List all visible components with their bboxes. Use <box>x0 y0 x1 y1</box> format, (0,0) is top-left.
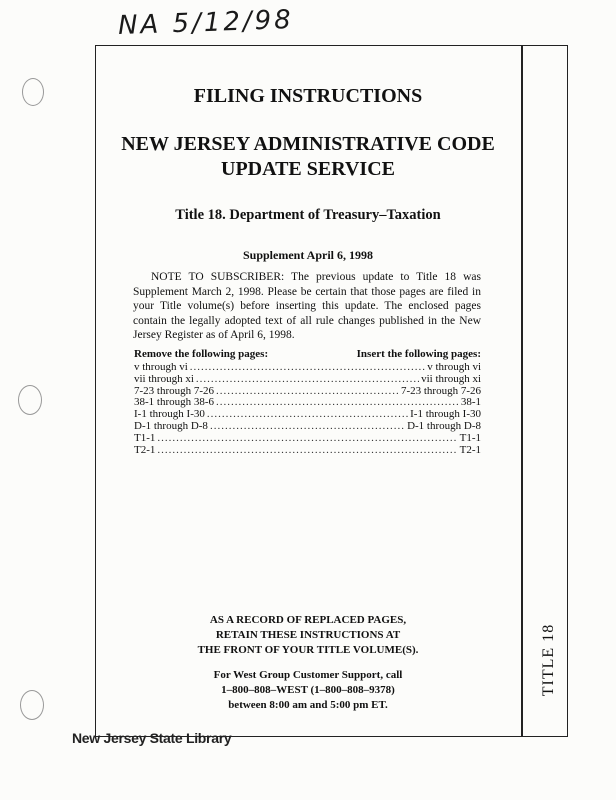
remove-pages: T1-1 <box>134 431 156 444</box>
remove-pages: vii through xi <box>134 372 194 385</box>
leader-dots <box>190 362 425 374</box>
insert-pages: T1-1 <box>459 431 481 444</box>
insert-pages-header: Insert the following pages: <box>356 348 481 360</box>
library-stamp: New Jersey State Library <box>72 730 232 746</box>
leader-dots <box>210 421 405 433</box>
record-line1: AS A RECORD OF REPLACED PAGES, <box>209 614 407 626</box>
remove-pages: 38-1 through 38-6 <box>134 396 215 409</box>
remove-pages-header: Remove the following pages: <box>134 348 269 360</box>
leader-dots <box>216 386 399 398</box>
insert-pages: vii through xi <box>421 372 481 385</box>
remove-pages: v through vi <box>134 361 188 373</box>
remove-pages: I-1 through I-30 <box>134 408 205 421</box>
insert-pages: D-1 through D-8 <box>407 419 481 432</box>
page-replacement-list <box>134 362 481 456</box>
support-hours: between 8:00 am and 5:00 pm ET. <box>228 699 388 711</box>
record-instructions <box>98 613 518 658</box>
side-tab <box>537 620 561 700</box>
record-line2: RETAIN THESE INSTRUCTIONS AT <box>215 629 401 641</box>
list-item <box>134 445 481 457</box>
insert-pages: I-1 through I-30 <box>410 408 481 421</box>
customer-support-info <box>98 668 518 713</box>
handwritten-date-note: NA 5/12/98 <box>117 4 295 42</box>
service-title-line1: NEW JERSEY ADMINISTRATIVE CODE <box>121 133 495 155</box>
insert-pages: 38-1 <box>460 396 481 409</box>
side-tab-label: TITLE 18 <box>540 623 557 697</box>
support-phone: 1–800–808–WEST (1–800–808–9378) <box>221 684 395 696</box>
remove-pages: T2-1 <box>134 443 156 456</box>
leader-dots <box>157 445 457 457</box>
service-title <box>98 132 518 182</box>
punch-hole-middle <box>18 385 42 415</box>
punch-hole-top <box>22 78 44 106</box>
list-item <box>134 433 481 445</box>
remove-pages: 7-23 through 7-26 <box>134 384 215 397</box>
leader-dots <box>196 374 419 386</box>
filing-instructions-title: FILING INSTRUCTIONS <box>193 85 423 107</box>
list-item <box>134 421 481 433</box>
record-line3: THE FRONT OF YOUR TITLE VOLUME(S). <box>197 644 419 656</box>
support-line1: For West Group Customer Support, call <box>213 669 403 681</box>
note-to-subscriber: NOTE TO SUBSCRIBER: The previous update to Title 18 was Supplement March 2, 1998. Please be certain that those pages are filed in your Title volume(s) before inserting this update. The enclosed pages contain the legally adopted text of all rule changes published in the New Jersey Register as of April 6, 1998. <box>133 271 481 341</box>
list-item <box>134 374 481 386</box>
service-title-line2: UPDATE SERVICE <box>221 158 395 180</box>
side-tab-divider <box>521 45 523 737</box>
subject-title: Title 18. Department of Treasury–Taxation <box>175 207 441 223</box>
insert-pages: T2-1 <box>459 443 481 456</box>
leader-dots <box>157 433 457 445</box>
remove-pages: D-1 through D-8 <box>134 419 208 432</box>
supplement-date: Supplement April 6, 1998 <box>242 248 374 262</box>
punch-hole-bottom <box>20 690 44 720</box>
insert-pages: 7-23 through 7-26 <box>400 384 481 397</box>
insert-pages: v through vi <box>427 361 481 373</box>
leader-dots <box>207 409 408 421</box>
